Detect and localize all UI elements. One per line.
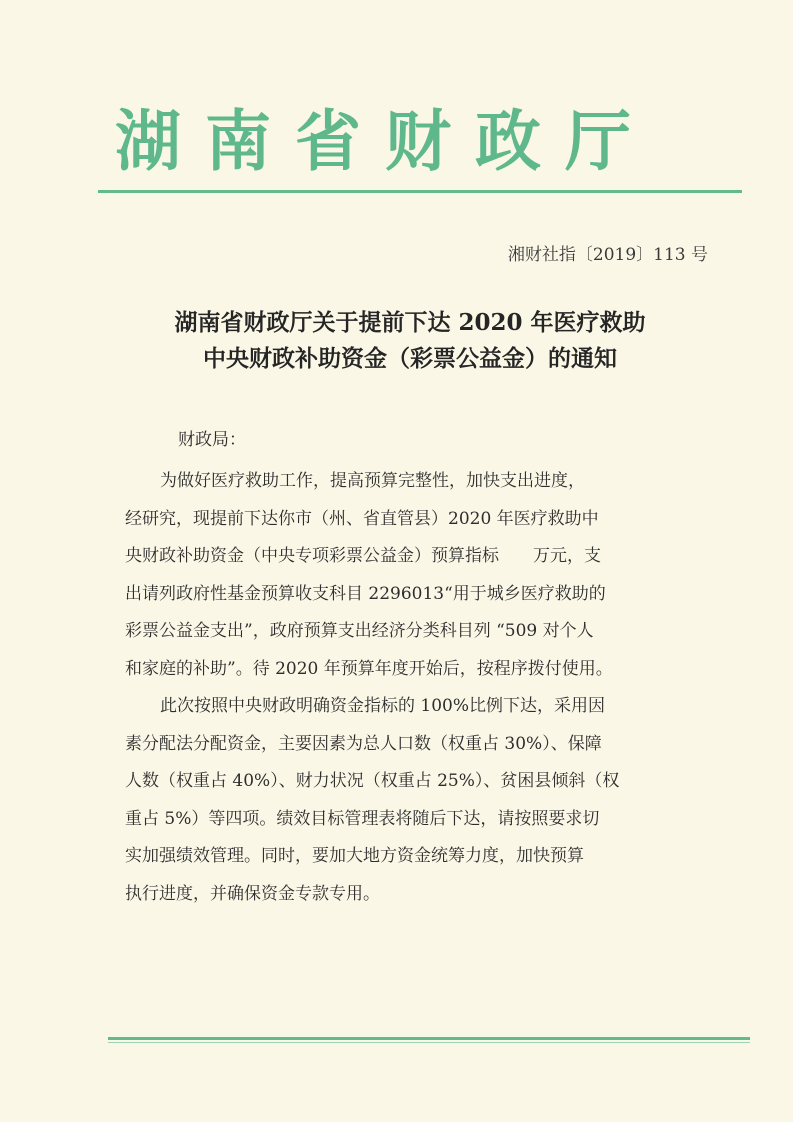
agency-masthead: 湖南省财政厅 xyxy=(115,102,655,180)
body-line: 经研究，现提前下达你市（州、省直管县）2020 年医疗救助中 xyxy=(125,508,599,529)
body-line: 重占 5%）等四项。绩效目标管理表将随后下达，请按照要求切 xyxy=(125,808,600,829)
masthead-divider xyxy=(98,190,742,193)
body-line: 和家庭的补助”。待 2020 年预算年度开始后，按程序拨付使用。 xyxy=(125,658,613,679)
body-line: 此次按照中央财政明确资金指标的 100%比例下达，采用因 xyxy=(160,696,606,716)
body-line: 执行进度，并确保资金专款专用。 xyxy=(125,883,380,904)
body-line: 出请列政府性基金预算收支科目 2296013“用于城乡医疗救助的 xyxy=(125,583,606,604)
salutation: 财政局： xyxy=(178,430,246,450)
body-text xyxy=(125,463,710,913)
body-line: 彩票公益金支出”，政府预算支出经济分类科目列 “509 对个人 xyxy=(125,621,594,641)
document-title xyxy=(90,305,730,377)
title-line: 湖南省财政厅关于提前下达 2020 年医疗救助 xyxy=(174,309,646,336)
body-line: 素分配法分配资金，主要因素为总人口数（权重占 30%）、保障 xyxy=(125,733,602,754)
body-line: 实加强绩效管理。同时，要加大地方资金统筹力度，加快预算 xyxy=(125,846,584,866)
document-number: 湘财社指〔2019〕113 号 xyxy=(507,245,708,265)
body-line: 人数（权重占 40%）、财力状况（权重占 25%）、贫困县倾斜（权 xyxy=(125,771,620,791)
title-line: 中央财政补助资金（彩票公益金）的通知 xyxy=(203,345,617,372)
footer-divider-thin xyxy=(108,1042,750,1043)
body-line: 央财政补助资金（中央专项彩票公益金）预算指标 万元，支 xyxy=(125,546,601,566)
footer-divider xyxy=(108,1037,750,1040)
body-line: 为做好医疗救助工作，提高预算完整性，加快支出进度， xyxy=(160,471,585,491)
